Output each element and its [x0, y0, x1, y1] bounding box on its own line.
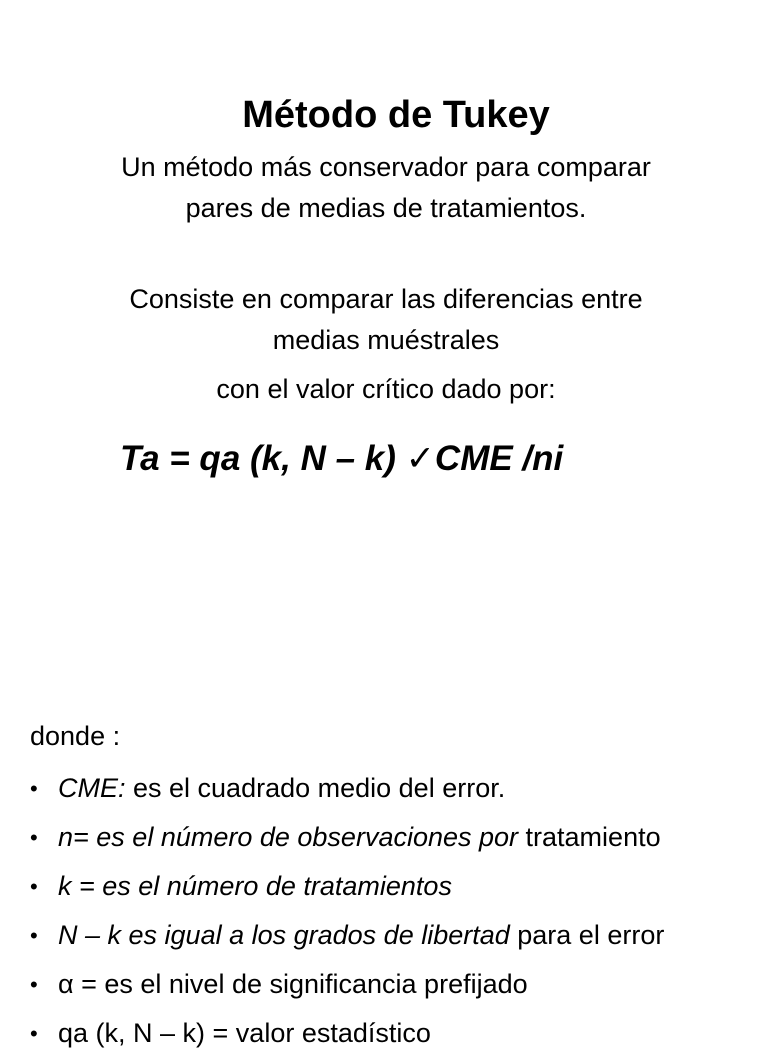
- bullet-icon: •: [30, 923, 38, 948]
- definition-term: CME:: [58, 773, 126, 803]
- intro-paragraph-3: con el valor crítico dado por:: [216, 374, 556, 404]
- definition-item-alpha: [30, 960, 664, 1009]
- intro-paragraph-2: Consiste en comparar las diferencias entre medias muéstrales: [129, 284, 643, 355]
- definition-term: n= es el número de observaciones por: [58, 822, 519, 852]
- definition-term: k = es el número de tratamientos: [58, 871, 452, 901]
- bullet-icon: •: [30, 1021, 38, 1046]
- definition-text: α = es el nivel de significancia prefijado: [58, 969, 528, 999]
- definition-item-n: [30, 813, 664, 862]
- definition-item-q: [30, 1009, 664, 1058]
- definition-item-cme: [30, 764, 664, 813]
- intro-paragraph-1: Un método más conservador para comparar pares de medias de tratamientos.: [121, 152, 651, 223]
- definition-text: es el cuadrado medio del error.: [125, 773, 506, 803]
- definition-term: N – k es igual a los grados de libertad: [58, 920, 510, 950]
- definition-text: para el error: [509, 920, 665, 950]
- tukey-formula: Ta = qa (k, N – k) ✓CME /ni: [120, 439, 564, 478]
- definitions-list: [30, 764, 664, 1058]
- bullet-icon: •: [30, 972, 38, 997]
- definition-item-k: [30, 862, 664, 911]
- bullet-icon: •: [30, 825, 38, 850]
- bullet-icon: •: [30, 874, 38, 899]
- definition-text: tratamiento: [518, 822, 661, 852]
- donde-label: donde :: [30, 721, 121, 751]
- definition-text: qa (k, N – k) = valor estadístico: [58, 1018, 431, 1048]
- slide-title: Método de Tukey: [242, 94, 550, 136]
- bullet-icon: •: [30, 776, 38, 801]
- definition-item-n-minus-k: [30, 911, 664, 960]
